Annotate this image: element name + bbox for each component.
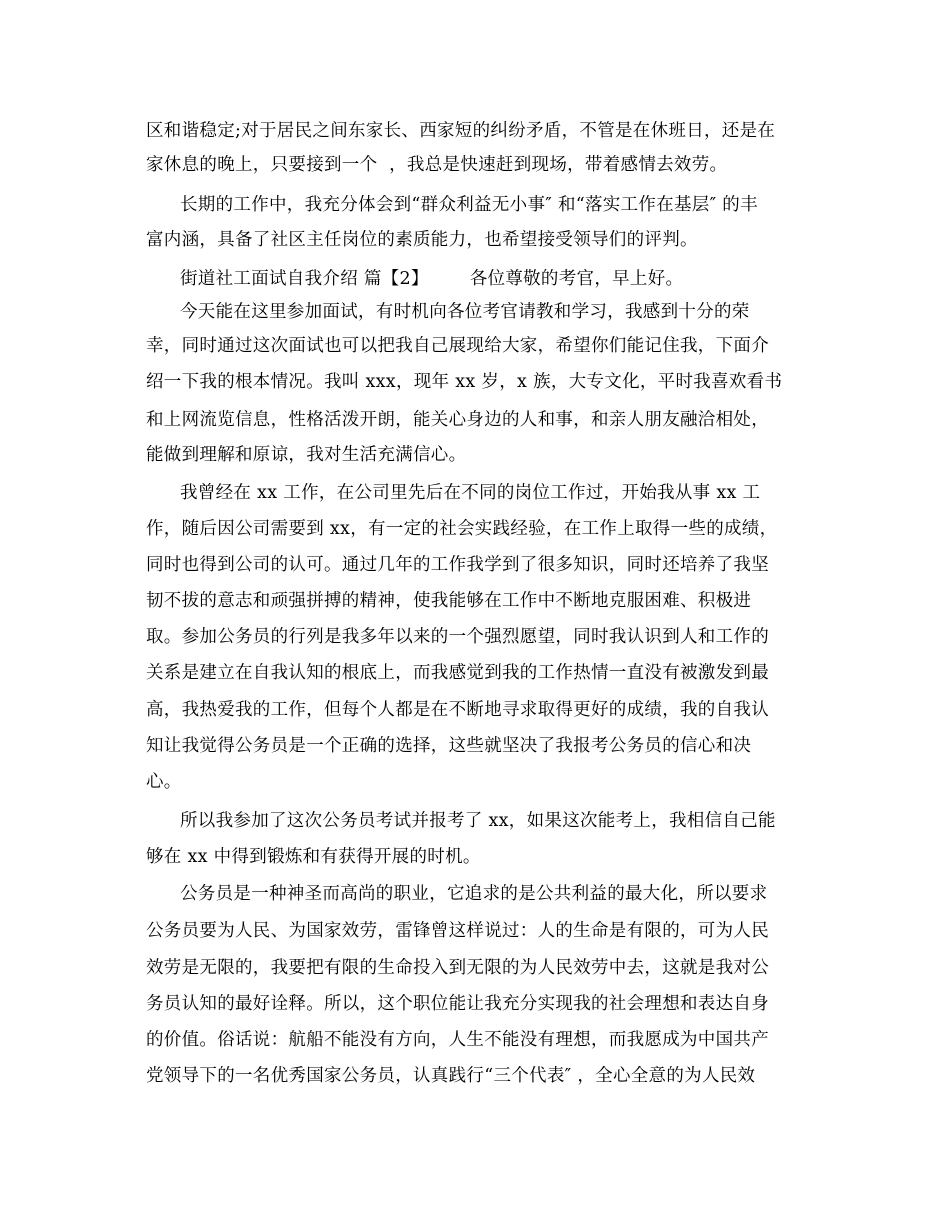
text-line: 作，随后因公司需要到 xx，有一定的社会实践经验，在工作上取得一些的成绩， xyxy=(146,519,778,539)
text-line: 能做到理解和原谅，我对生活充满信心。 xyxy=(146,445,467,465)
text-line: 绍一下我的根本情况。我叫 xxx，现年 xx 岁，x 族，大专文化，平时我喜欢看书 xyxy=(146,372,783,392)
text-line: 区和谐稳定;对于居民之间东家长、西家短的纠纷矛盾，不管是在休班日，还是在 xyxy=(146,121,776,141)
text-line: 务员认知的最好诠释。所以，这个职位能让我充分实现我的社会理想和表达自身 xyxy=(146,994,769,1014)
text-line: 长期的工作中，我充分体会到“群众利益无小事″ 和“落实工作在基层″ 的丰 xyxy=(180,195,758,215)
text-line: 高，我热爱我的工作，但每个人都是在不断地寻求取得更好的成绩，我的自我认 xyxy=(146,700,769,720)
text-line: 关系是建立在自我认知的根底上，而我感觉到我的工作热情一直没有被激发到最 xyxy=(146,663,769,683)
text-line: 效劳是无限的，我要把有限的生命投入到无限的为人民效劳中去，这就是我对公 xyxy=(146,958,769,978)
text-line: 公务员是一种神圣而高尚的职业，它追求的是公共利益的最大化，所以要求 xyxy=(180,884,768,904)
text-line: 同时也得到公司的认可。通过几年的工作我学到了很多知识，同时还培养了我坚 xyxy=(146,555,769,575)
text-line: 幸，同时通过这次面试也可以把我自己展现给大家，希望你们能记住我，下面介 xyxy=(146,336,769,356)
text-line: 取。参加公务员的行列是我多年以来的一个强烈愿望，同时我认识到人和工作的 xyxy=(146,627,769,647)
text-line: 我曾经在 xx 工作，在公司里先后在不同的岗位工作过，开始我从事 xx 工 xyxy=(180,483,761,503)
text-line: 心。 xyxy=(146,772,182,792)
text-line: 今天能在这里参加面试，有时机向各位考官请教和学习，我感到十分的荣 xyxy=(180,302,750,322)
text-line: 家休息的晚上，只要接到一个 ，我总是快速赶到现场，带着感情去效劳。 xyxy=(146,155,728,175)
text-line: 富内涵，具备了社区主任岗位的素质能力，也希望接受领导们的评判。 xyxy=(146,230,698,250)
text-line: 的价值。俗话说：航船不能没有方向，人生不能没有理想，而我愿成为中国共产 xyxy=(146,1030,769,1050)
text-line: 韧不拔的意志和顽强拼搏的精神，使我能够在工作中不断地克服困难、积极进 xyxy=(146,591,752,611)
text-line: 知让我觉得公务员是一个正确的选择，这些就坚决了我报考公务员的信心和决 xyxy=(146,736,752,756)
section-heading: 街道社工面试自我介绍 篇【2】 各位尊敬的考官，早上好。 xyxy=(180,269,684,289)
text-line: 够在 xx 中得到锻炼和有获得开展的时机。 xyxy=(146,847,481,867)
text-line: 所以我参加了这次公务员考试并报考了 xx，如果这次能考上，我相信自己能 xyxy=(180,811,776,831)
text-line: 党领导下的一名优秀国家公务员，认真践行“三个代表″ ，全心全意的为人民效 xyxy=(146,1066,756,1086)
text-line: 和上网流览信息，性格活泼开朗，能关心身边的人和事，和亲人朋友融洽相处， xyxy=(146,410,769,430)
text-line: 公务员要为人民、为国家效劳，雷锋曾这样说过：人的生命是有限的，可为人民 xyxy=(146,921,769,941)
